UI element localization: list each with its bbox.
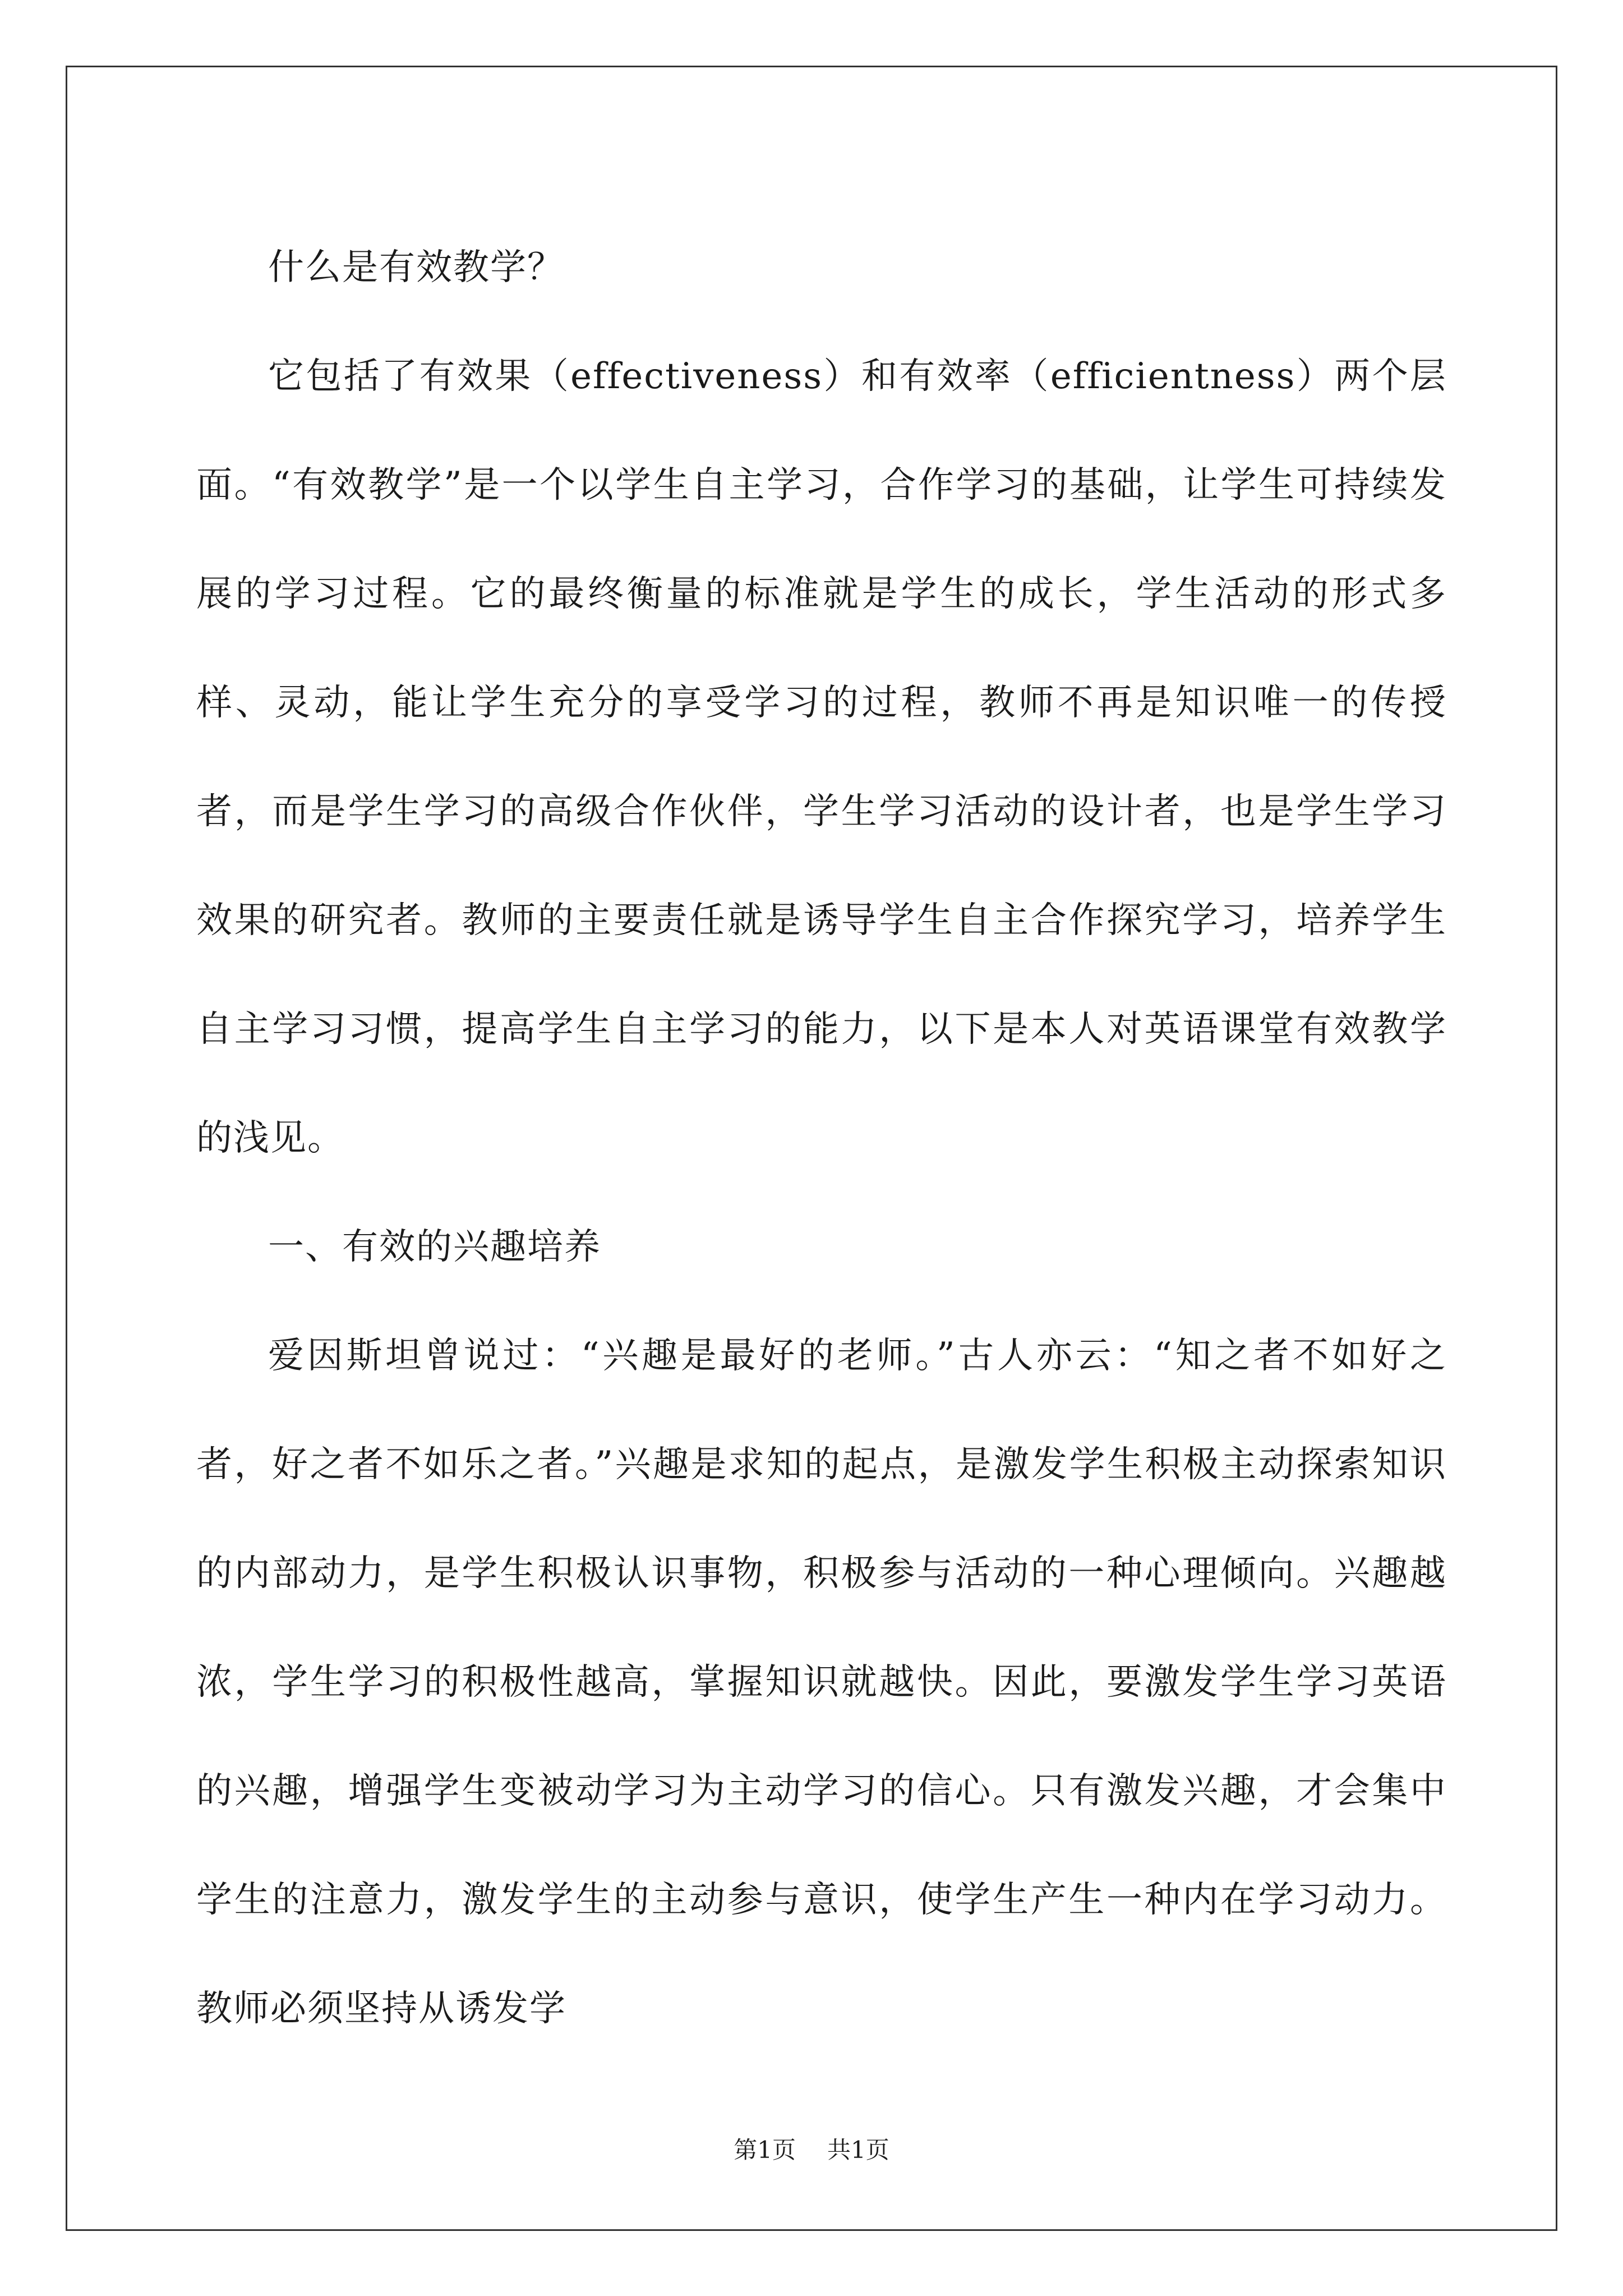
- page-total: 共1页: [827, 2136, 889, 2164]
- page-number: 第1页: [734, 2136, 796, 2164]
- page-footer: [0, 2132, 1623, 2165]
- paragraph-question: 什么是有效教学？: [268, 247, 564, 288]
- section-heading-interest: 一、有效的兴趣培养: [268, 1226, 601, 1268]
- paragraph-definition: 它包括了有效果（effectiveness）和有效率（efficientness）两个层面。“有效教学”是一个以学生自主学习，合作学习的基础，让学生可持续发展的学习过程。它的最终衡量的标准就是学生的成长，学生活动的形式多样、灵动，能让学生充分的享受学习的过程，教师不再是知识唯一的传授者，而是学生学习的高级合作伙伴，学生学习活动的设计者，也是学生学习效果的研究者。教师的主要责任就是诱导学生自主合作探究学习，培养学生自主学习习惯，提高学生自主学习的能力，以下是本人对英语课堂有效教学的浅见。: [196, 356, 1447, 1159]
- paragraph-interest: 爱因斯坦曾说过：“兴趣是最好的老师。”古人亦云：“知之者不如好之者，好之者不如乐之者。”兴趣是求知的起点，是激发学生积极主动探索知识的内部动力，是学生积极认识事物，积极参与活动的一种心理倾向。兴趣越浓，学生学习的积极性越高，掌握知识就越快。因此，要激发学生学习英语的兴趣，增强学生变被动学习为主动学习的信心。只有激发兴趣，才会集中学生的注意力，激发学生的主动参与意识，使学生产生一种内在学习动力。教师必须坚持从诱发学: [196, 1335, 1447, 2030]
- document-body: [196, 213, 1447, 2063]
